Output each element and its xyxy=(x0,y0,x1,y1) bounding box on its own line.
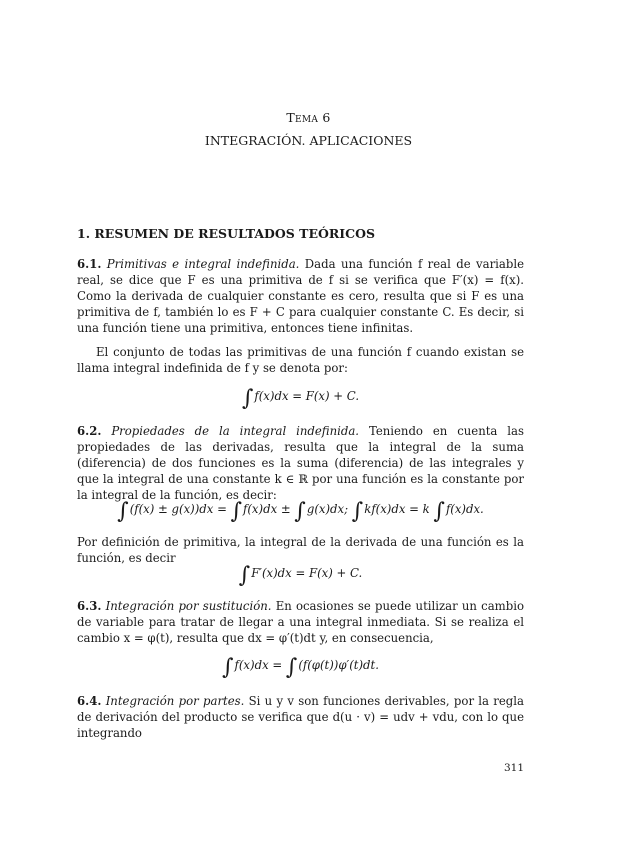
equation-expression: F′(x)dx = F(x) + C. xyxy=(251,566,363,580)
integral-sign: ∫ xyxy=(230,499,243,524)
section-number: 1. xyxy=(77,226,91,241)
equation-part: f(x)dx. xyxy=(445,502,484,516)
integral-sign: ∫ xyxy=(222,655,234,680)
integral-sign: ∫ xyxy=(117,499,129,524)
paragraph-number: 6.3. xyxy=(77,599,102,613)
equation-lhs: f(x)dx = xyxy=(234,658,283,672)
paragraph-title: Primitivas e integral indefinida. xyxy=(106,257,300,271)
paragraph-title: Integración por partes. xyxy=(105,694,245,708)
integral-sign: ∫ xyxy=(238,563,251,588)
integral-sign: ∫ xyxy=(433,499,445,524)
paragraph-title: Integración por sustitución. xyxy=(105,599,272,613)
equation-part: f(x)dx ± xyxy=(243,502,291,516)
paragraph-6-4 xyxy=(77,694,524,742)
paragraph-body: El conjunto de todas las primitivas de una función f cuando existan se llama integral indefinida de f y se denota por: xyxy=(77,345,524,375)
equation-indefinite-integral xyxy=(77,386,524,411)
equation-expression: f(x)dx = F(x) + C. xyxy=(254,389,360,403)
paragraph-body: Por definición de primitiva, la integral de la derivada de una función es la función, es decir xyxy=(77,535,524,565)
equation-part: g(x)dx; xyxy=(306,502,349,516)
equation-rhs: (f(φ(t))φ′(t)dt. xyxy=(298,658,379,672)
equation-substitution xyxy=(77,655,524,680)
chapter-title: INTEGRACIÓN. APLICACIONES xyxy=(204,133,413,148)
equation-derivative-integral xyxy=(77,563,524,588)
paragraph-number: 6.2. xyxy=(77,424,102,438)
integral-sign: ∫ xyxy=(294,499,306,524)
paragraph-6-1 xyxy=(77,257,524,337)
page-number: 311 xyxy=(503,762,524,774)
equation-part: kf(x)dx = k xyxy=(364,502,430,516)
paragraph-6-3 xyxy=(77,599,524,647)
paragraph-6-1-continued xyxy=(77,345,524,377)
paragraph-body: Si u y v son funciones derivables, por la regla de derivación del producto se verifica que d(u · v) = udv + vdu, con lo que integrando xyxy=(77,694,524,740)
paragraph-title: Propiedades de la integral indefinida. xyxy=(111,424,360,438)
integral-sign: ∫ xyxy=(241,386,254,411)
equation-part: (f(x) ± g(x))dx = xyxy=(129,502,227,516)
integral-sign: ∫ xyxy=(285,655,298,680)
paragraph-number: 6.1. xyxy=(77,257,102,271)
equation-linearity xyxy=(77,499,524,524)
paragraph-body: En ocasiones se puede utilizar un cambio de variable para tratar de llegar a una integral inmediata. Si se realiza el cambio x = φ(t), resulta que dx = φ′(t)dt y, en consecuencia, xyxy=(77,599,524,645)
paragraph-6-2 xyxy=(77,424,524,504)
chapter-label: Tema 6 xyxy=(286,110,331,125)
paragraph-body: Dada una función f real de variable real, se dice que F es una primitiva de f si se verifica que F′(x) = f(x). Como la derivada de cualquier constante es cero, resulta que si F es una primitiva de f, también lo es F + C para cualquier constante C. Es decir, si una función tiene una primitiva, entonces tiene infinitas. xyxy=(77,257,525,335)
integral-sign: ∫ xyxy=(351,499,364,524)
paragraph-number: 6.4. xyxy=(77,694,102,708)
paragraph-body: Teniendo en cuenta las propiedades de las derivadas, resulta que la integral de la suma (diferencia) de dos funciones es la suma (diferencia) de las integrales y que la integral de una constante k ∈ ℝ por una función es la constante por la integral de la función, es decir: xyxy=(77,424,524,502)
section-heading xyxy=(77,226,375,241)
section-title: RESUMEN DE RESULTADOS TEÓRICOS xyxy=(94,226,375,241)
